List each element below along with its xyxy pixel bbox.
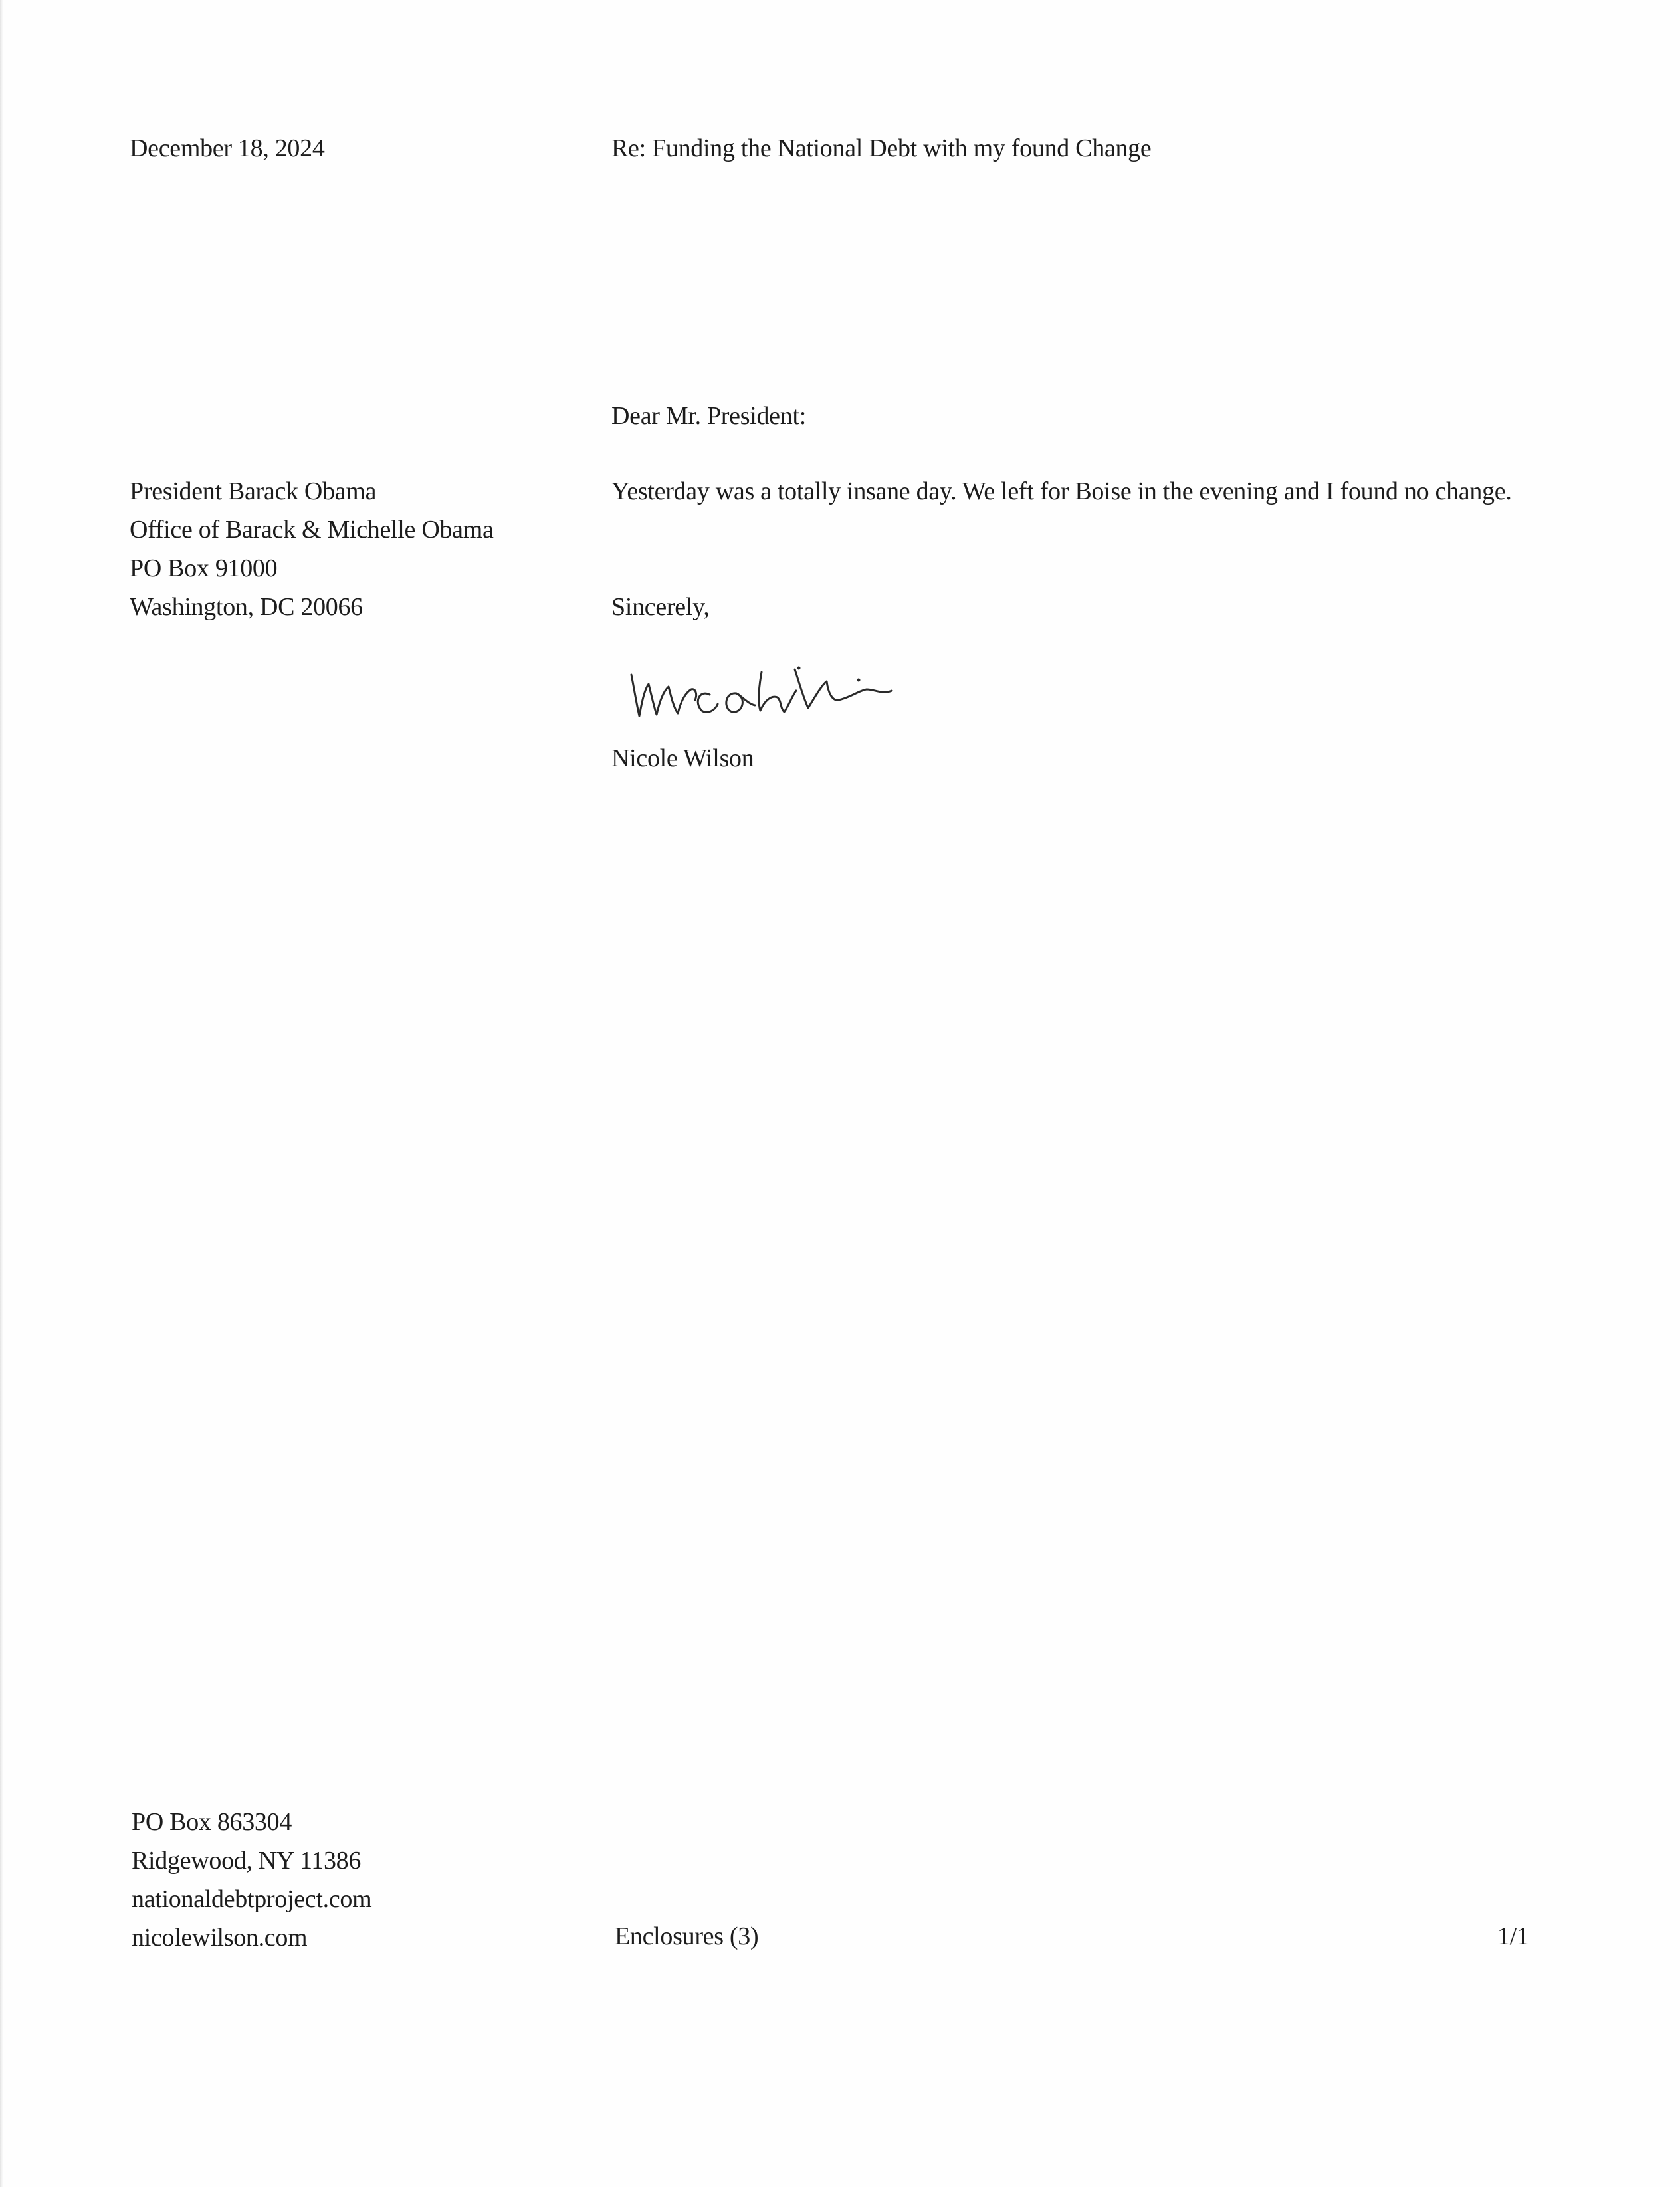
sender-po-box: PO Box 863304 xyxy=(132,1808,292,1836)
sender-city-state-zip: Ridgewood, NY 11386 xyxy=(132,1847,362,1875)
letter-subject: Re: Funding the National Debt with my found Change xyxy=(611,134,1152,162)
page-number: 1/1 xyxy=(1497,1922,1529,1950)
recipient-po-box: PO Box 91000 xyxy=(130,554,278,582)
handwritten-signature xyxy=(625,655,937,728)
letter-body: Yesterday was a totally insane day. We left for Boise in the evening and I found no change. xyxy=(611,477,1512,505)
recipient-city-state-zip: Washington, DC 20066 xyxy=(130,593,363,621)
recipient-address-block xyxy=(130,472,494,626)
recipient-office: Office of Barack & Michelle Obama xyxy=(130,516,494,544)
scan-edge-shadow xyxy=(0,0,3,2187)
letter-date: December 18, 2024 xyxy=(130,134,325,162)
sender-website-project: nationaldebtproject.com xyxy=(132,1885,372,1913)
sender-website-personal: nicolewilson.com xyxy=(132,1924,308,1952)
sender-address-block xyxy=(132,1803,371,1957)
signer-name: Nicole Wilson xyxy=(611,745,754,772)
salutation: Dear Mr. President: xyxy=(611,402,806,430)
enclosures-note: Enclosures (3) xyxy=(615,1922,759,1950)
letter-closing: Sincerely, xyxy=(611,593,710,621)
recipient-name: President Barack Obama xyxy=(130,477,377,505)
